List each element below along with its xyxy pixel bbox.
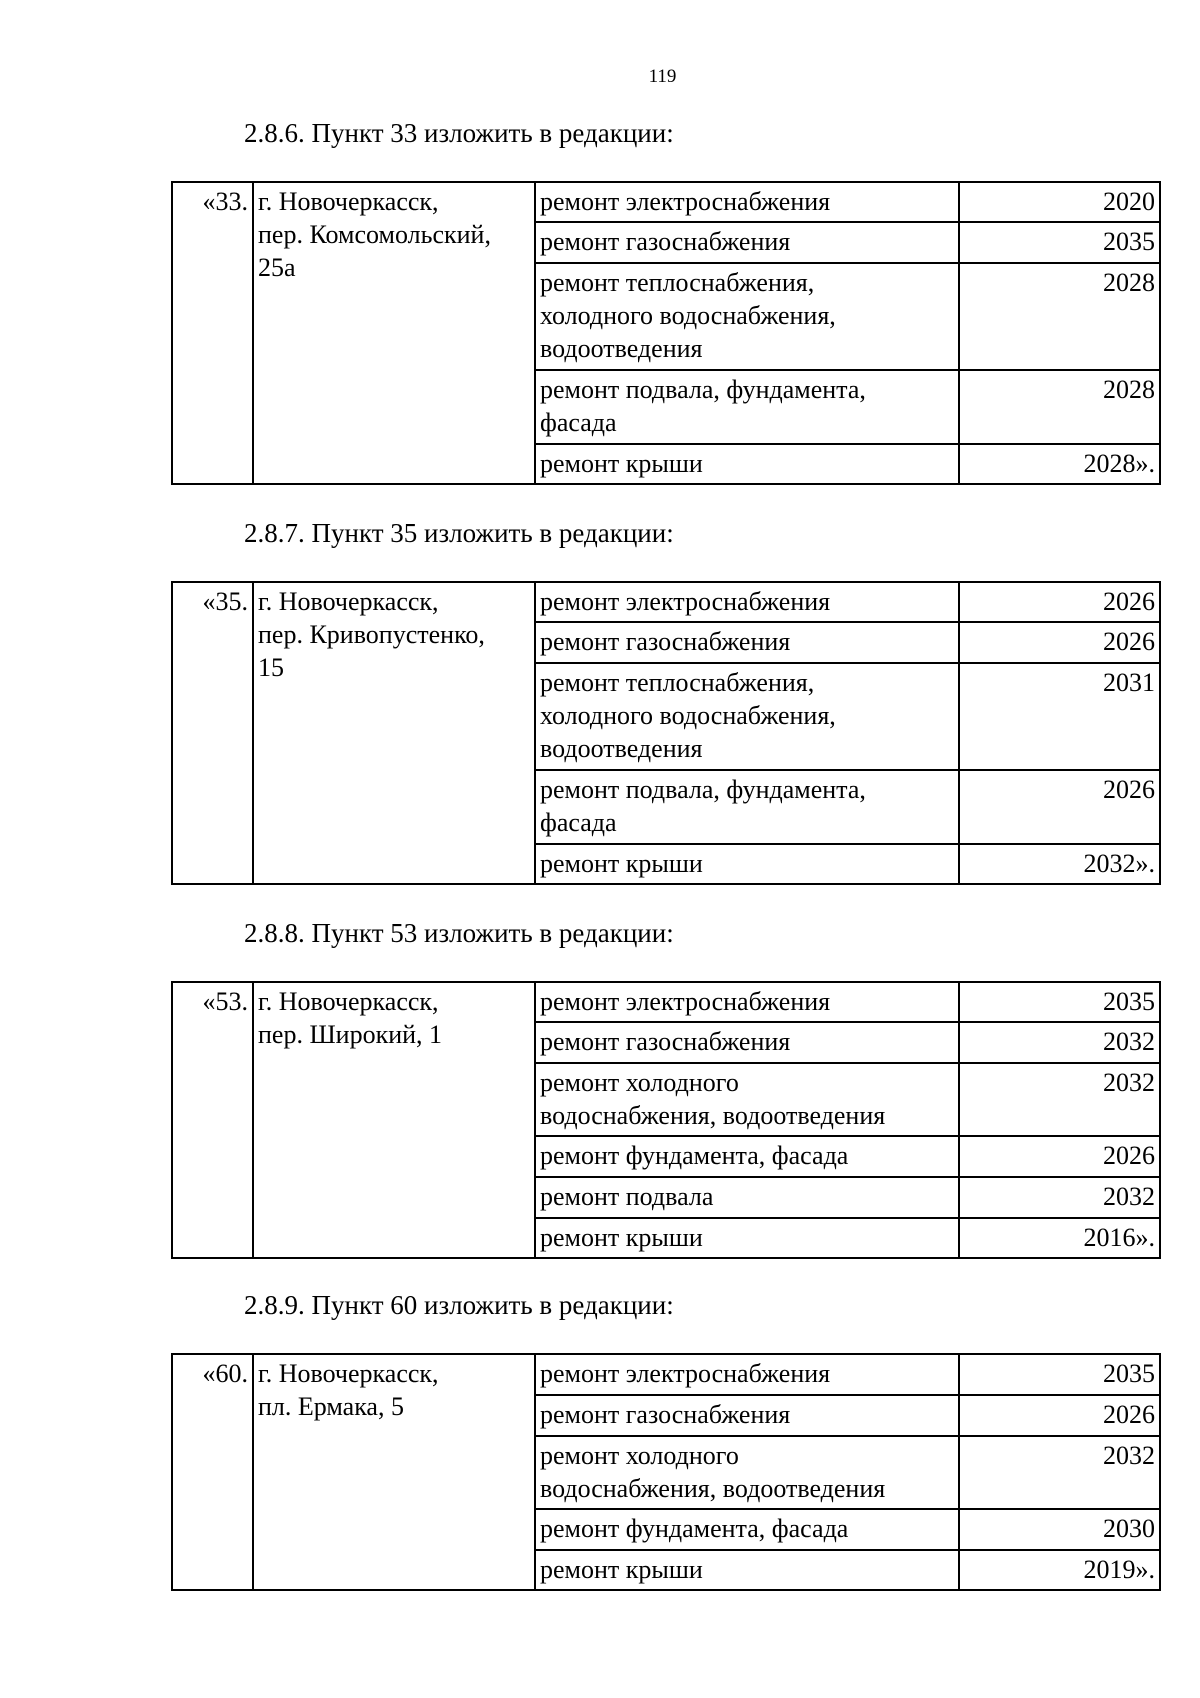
item-number: «35. [172,582,253,884]
item-number: «33. [172,182,253,484]
section-heading: 2.8.8. Пункт 53 изложить в редакции: [244,918,674,948]
edit-table [171,581,1161,885]
address-line: г. Новочеркасск, [258,1359,439,1388]
work-name: ремонт крыши [535,844,959,884]
address-line: пер. Кривопустенко, [258,620,485,649]
work-year: 2035 [959,222,1160,263]
work-name: ремонт крыши [535,444,959,484]
work-year: 2026 [959,1136,1160,1177]
section-heading: 2.8.6. Пункт 33 изложить в редакции: [244,118,674,148]
work-name: ремонт электроснабжения [535,1354,959,1395]
work-name: ремонт фундамента, фасада [535,1509,959,1550]
work-name: ремонт теплоснабжения, холодного водоснабжения, водоотведения [535,663,959,770]
work-year: 2032 [959,1022,1160,1063]
work-year: 2028 [959,370,1160,444]
work-year: 2026 [959,622,1160,663]
work-name: ремонт теплоснабжения, холодного водоснабжения, водоотведения [535,263,959,370]
address-line: пер. Широкий, 1 [258,1020,443,1049]
work-name: ремонт электроснабжения [535,182,959,222]
address-line: г. Новочеркасск, [258,587,439,616]
work-name: ремонт газоснабжения [535,222,959,263]
edit-table [171,181,1161,485]
work-year: 2028». [959,444,1160,484]
address-line: г. Новочеркасск, [258,987,439,1016]
address-line: пер. Комсомольский, [258,220,491,249]
address-line: 15 [258,653,284,682]
work-name: ремонт крыши [535,1218,959,1258]
work-year: 2026 [959,582,1160,622]
address-cell [253,982,535,1258]
work-year: 2028 [959,263,1160,370]
work-year: 2032 [959,1436,1160,1509]
work-year: 2030 [959,1509,1160,1550]
work-name: ремонт газоснабжения [535,1395,959,1436]
work-year: 2032». [959,844,1160,884]
address-cell [253,1354,535,1590]
work-year: 2026 [959,1395,1160,1436]
section-heading: 2.8.9. Пункт 60 изложить в редакции: [244,1290,674,1320]
work-year: 2020 [959,182,1160,222]
work-year: 2035 [959,982,1160,1022]
edit-table [171,981,1161,1259]
item-number: «53. [172,982,253,1258]
work-name: ремонт электроснабжения [535,982,959,1022]
item-number: «60. [172,1354,253,1590]
work-name: ремонт подвала, фундамента, фасада [535,770,959,844]
work-name: ремонт холодного водоснабжения, водоотведения [535,1436,959,1509]
address-cell [253,582,535,884]
work-year: 2026 [959,770,1160,844]
work-name: ремонт газоснабжения [535,1022,959,1063]
section-heading: 2.8.7. Пункт 35 изложить в редакции: [244,518,674,548]
address-line: пл. Ермака, 5 [258,1392,404,1421]
work-name: ремонт крыши [535,1550,959,1590]
work-year: 2016». [959,1218,1160,1258]
address-line: г. Новочеркасск, [258,187,439,216]
work-name: ремонт холодного водоснабжения, водоотведения [535,1063,959,1136]
page-number: 119 [648,66,677,87]
work-year: 2035 [959,1354,1160,1395]
work-name: ремонт газоснабжения [535,622,959,663]
work-name: ремонт подвала [535,1177,959,1218]
work-name: ремонт электроснабжения [535,582,959,622]
address-cell [253,182,535,484]
work-name: ремонт фундамента, фасада [535,1136,959,1177]
work-name: ремонт подвала, фундамента, фасада [535,370,959,444]
work-year: 2032 [959,1177,1160,1218]
address-line: 25а [258,253,296,282]
work-year: 2019». [959,1550,1160,1590]
edit-table [171,1353,1161,1591]
work-year: 2031 [959,663,1160,770]
work-year: 2032 [959,1063,1160,1136]
